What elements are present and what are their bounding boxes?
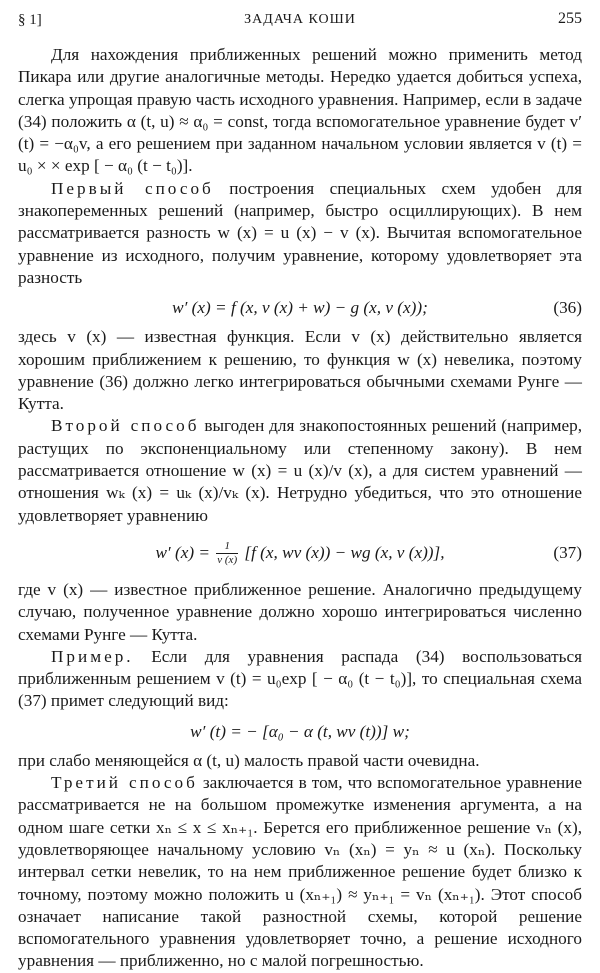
third-method-lead: Третий способ bbox=[51, 773, 198, 793]
equation-36-body: w′ (x) = f (x, v (x) + w) − g (x, v (x)); bbox=[172, 298, 428, 318]
running-title: ЗАДАЧА КОШИ bbox=[244, 12, 356, 27]
paragraph-third-method bbox=[18, 772, 582, 973]
equation-36-number: (36) bbox=[553, 298, 582, 318]
paragraph-picard: Для нахождения приближенных решений можно применить метод Пикара или другие аналогичные методы. Нередко удается добиться успеха, слегка упрощая правую часть исходного уравнения. Например, если в задаче (34) положить α (t, u) ≈ α₀ = const, тогда вспомогательное уравнение будет v′ (t) = −α₀v, а его решением при заданном начальном условии является v (t) = u₀ × × exp [ − α₀ (t − t₀)]. bbox=[18, 45, 582, 176]
page-header bbox=[18, 10, 582, 34]
equation-37-number: (37) bbox=[553, 542, 582, 562]
paragraph-known-function: здесь v (x) — известная функция. Если v (x) действительно является хорошим приближением к решению, то функция w (x) невелика, поэтому уравнение (36) должно легко интегрироваться обычными схемами Рунге — Кутта. bbox=[18, 327, 582, 414]
equation-36 bbox=[18, 296, 582, 319]
second-method-text: выгоден для знакопостоянных решений (например, растущих по экспоненциальному или степенному закону). В нем рассматривается отношение w (x) = u (x)/v (x), а для систем уравнений — отношения wₖ (x) = uₖ (x)/vₖ (x). Нетрудно убедиться, что это отношение удовлетворяет уравнению bbox=[18, 416, 582, 525]
section-marker: § 1] bbox=[18, 12, 42, 28]
example-text: Если для уравнения распада (34) воспользоваться приближенным решением v (t) = u₀exp [ − α₀ (t − t₀)], то специальная схема (37) примет следующий вид: bbox=[18, 646, 582, 711]
equation-37-body bbox=[18, 535, 582, 571]
equation-37-fraction bbox=[216, 540, 238, 567]
paragraph-weak-variation: при слабо меняющейся α (t, u) малость правой части очевидна. bbox=[18, 750, 480, 770]
page-body bbox=[18, 44, 582, 973]
second-method-lead: Второй способ bbox=[51, 416, 200, 436]
example-lead: Пример. bbox=[51, 646, 134, 666]
paragraph-second-method bbox=[18, 415, 582, 526]
first-method-lead: Первый способ bbox=[51, 178, 214, 198]
equation-example bbox=[18, 720, 582, 743]
equation-example-body: w′ (t) = − [α₀ − α (t, wv (t))] w; bbox=[190, 721, 410, 741]
equation-37 bbox=[18, 535, 582, 571]
fraction-numerator: 1 bbox=[216, 540, 238, 554]
third-method-text: заключается в том, что вспомогательное уравнение рассматривается не на большом промежутке изменения аргумента, а на одном шаге сетки xₙ ≤ x ≤ xₙ₊₁. Берется его приближенное решение vₙ (x), удовлетворяющее начальному условию vₙ (xₙ) = yₙ ≈ u (xₙ). Поскольку интервал сетки невелик, то на нем приближенное решение будет близко к точному, поэтому можно положить u (xₙ₊₁) ≈ yₙ₊₁ = vₙ (xₙ₊₁). Этот способ означает написание такой разностной схемы, которой решение вспомогательного уравнения удовлетворяет точно, а решение исходного уравнения — приближенно, но с малой погрешностью. bbox=[18, 773, 582, 971]
fraction-denominator: v (x) bbox=[217, 554, 238, 567]
equation-37-rhs: [f (x, wv (x)) − wg (x, v (x))], bbox=[244, 542, 445, 562]
paragraph-example bbox=[18, 646, 582, 713]
paragraph-first-method bbox=[18, 178, 582, 289]
first-method-text: построения специальных схем удобен для знакопеременных решений (например, быстро осциллирующих). В нем рассматривается разность w (x) = u (x) − v (x). Вычитая вспомогательное уравнение из исходного, получим уравнение, которому удовлетворяет эта разность bbox=[18, 178, 582, 287]
paragraph-known-solution: где v (x) — известное приближенное решение. Аналогично предыдущему случаю, полученное уравнение должно хорошо интегрироваться численно схемами Рунге — Кутта. bbox=[18, 579, 582, 644]
equation-37-lhs: w′ (x) = bbox=[155, 542, 210, 562]
page-number: 255 bbox=[558, 10, 582, 27]
